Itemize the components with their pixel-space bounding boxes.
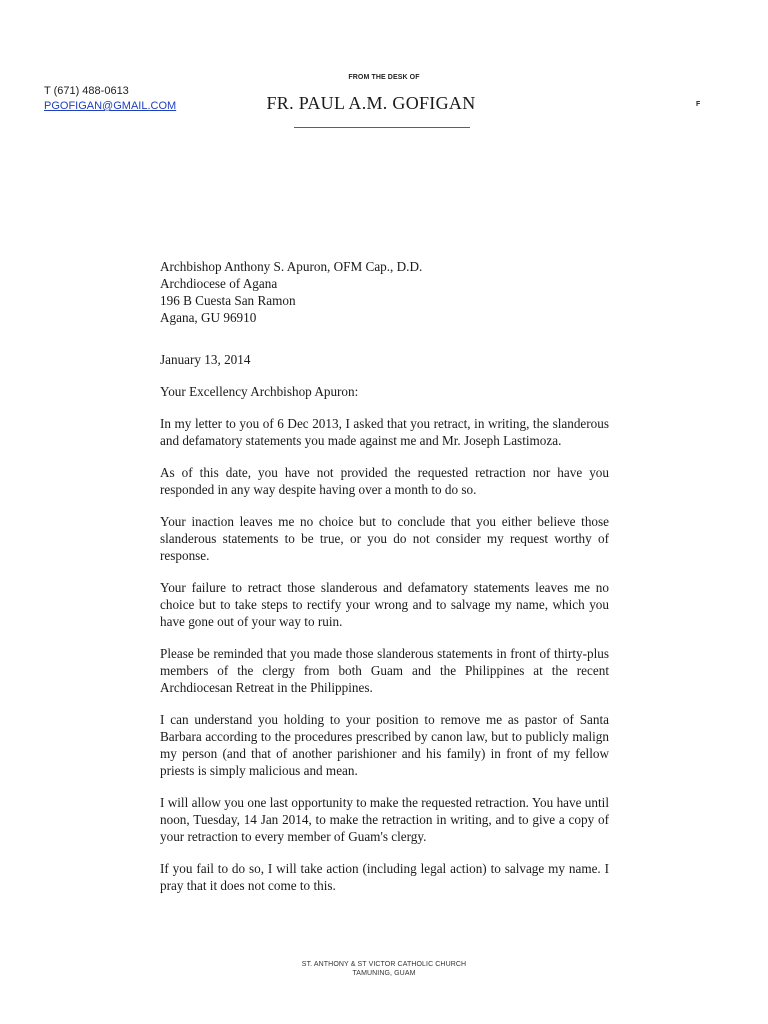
paragraph: Your inaction leaves me no choice but to conclude that you either believe those slanderous statements to be true, or you do not consider my request worthy of response. — [160, 514, 609, 563]
phone-number: T (671) 488-0613 — [44, 85, 129, 97]
recipient-address — [160, 258, 609, 326]
paragraph: I will allow you one last opportunity to make the requested retraction. You have until noon, Tuesday, 14 Jan 2014, to make the retraction in writing, and to give a copy of your retraction to every member of Guam's clergy. — [160, 795, 609, 844]
address-line: 196 B Cuesta San Ramon — [160, 293, 296, 308]
corner-mark: F — [696, 101, 701, 108]
footer-location: TAMUNING, GUAM — [352, 970, 416, 977]
letter-body — [160, 258, 609, 894]
footer-church-name: ST. ANTHONY & ST VICTOR CATHOLIC CHURCH — [301, 961, 467, 968]
address-line: Agana, GU 96910 — [160, 310, 257, 325]
paragraph: I can understand you holding to your position to remove me as pastor of Santa Barbara according to the procedures prescribed by canon law, but to publicly malign my person (and that of another parishioner and his family) in front of my fellow priests is simply malicious and mean. — [160, 712, 609, 778]
letterhead-divider — [294, 127, 470, 128]
footer — [0, 960, 768, 978]
letter-date: January 13, 2014 — [160, 352, 251, 367]
salutation: Your Excellency Archbishop Apuron: — [160, 384, 359, 399]
letterhead-name: FR. PAUL A.M. GOFIGAN — [266, 93, 476, 113]
address-line: Archdiocese of Agana — [160, 276, 278, 291]
address-line: Archbishop Anthony S. Apuron, OFM Cap., D.D. — [160, 259, 423, 274]
paragraph: In my letter to you of 6 Dec 2013, I asked that you retract, in writing, the slanderous and defamatory statements you made against me and Mr. Joseph Lastimoza. — [160, 416, 609, 448]
email-link[interactable]: PGOFIGAN@GMAIL.COM — [44, 100, 177, 112]
paragraph: Please be reminded that you made those slanderous statements in front of thirty-plus members of the clergy from both Guam and the Philippines at the recent Archdiocesan Retreat in the Philippines. — [160, 646, 609, 695]
paragraph: If you fail to do so, I will take action (including legal action) to salvage my name. I pray that it does not come to this. — [160, 861, 609, 893]
desk-label: FROM THE DESK OF — [348, 74, 420, 81]
paragraph: Your failure to retract those slanderous and defamatory statements leaves me no choice but to take steps to rectify your wrong and to salvage my name, which you have gone out of your way to ruin. — [160, 580, 609, 629]
paragraph: As of this date, you have not provided the requested retraction nor have you responded in any way despite having over a month to do so. — [160, 465, 609, 497]
